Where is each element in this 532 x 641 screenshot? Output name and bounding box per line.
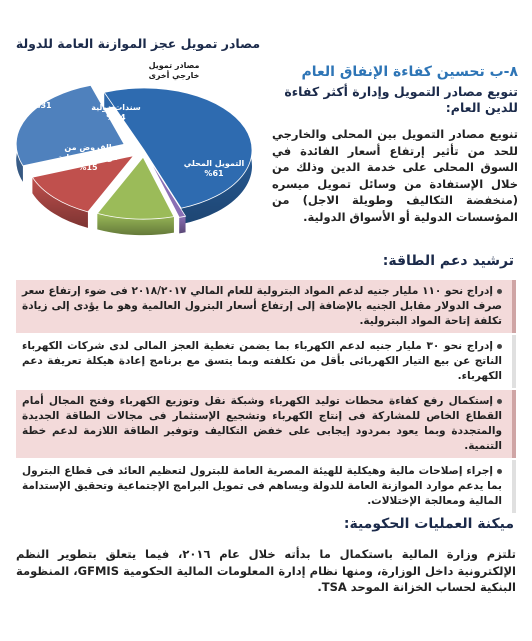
bullet-dot-icon <box>497 399 502 404</box>
bullet-text: إستكمال رفع كفاءة محطات توليد الكهرباء وشبكة نقل وتوزيع الكهرباء وفتح المجال أمام القطاع الخاص للمشاركة فى إنتاج الكهرباء وتشجيع الإستثمار فى مجالات الطاقة الجديدة والمتجددة وبما يعود بمردود إيجابى على خفض التكاليف وتوفير الطاقة اللازمة لدعم خطة التنمية. <box>22 395 502 452</box>
financing-paragraph: تنويع مصادر التمويل بين المحلى والخارجي للحد من تأثير إرتفاع أسعار الفائدة في السوق المحلى على خدمة الدين وذلك من خلال الإستفادة من وسائل تمويل ميسره (منخفضة التكاليف وطويلة الاجل) من المؤسسات الدولية أو الأسواق الدولية. <box>272 127 518 224</box>
pie-slice-label: مصادر تمويل خارجي أخرى <box>148 61 200 80</box>
bullet-text: إدراج نحو ٣٠ مليار جنيه لدعم الكهرباء بما يضمن تغطية العجز المالى لدى شركات الكهرباء الناتج عن بيع التيار الكهربائى بأقل من تكلفته وبما يتسق مع برنامج إعادة هيكلة تعريفة دعم الكهرباء. <box>22 340 502 382</box>
mechanization-paragraph: تلتزم وزارة المالية باستكمال ما بدأته خلال عام ٢٠١٦، فيما يتعلق بتطوير النظم الإلكترونية داخل الوزارة، ومنها نظام إدارة المعلومات المالية الحكومية GFMIS، المنظومة البنكية لحساب الخزانة الموحد TSA. <box>16 547 517 594</box>
section-heading: ٨-ب تحسين كفاءة الإنفاق العام <box>301 64 518 80</box>
pie-slice-label: مصادر تمويل خارجي %31 <box>16 81 68 110</box>
bullet-text: إدراج نحو ١١٠ مليار جنيه لدعم المواد البترولية للعام المالي ٢٠١٨/٢٠١٧ فى ضوء إرتفاع سعر صرف الدولار مقابل الجنيه بالإضافة إلى إرتفاع أسعار البترول العالمية وهو ما يؤدى إلى زيادة تكلفة إتاحة المواد البترولية. <box>22 285 502 327</box>
energy-heading: ترشيد دعم الطاقة: <box>382 253 514 269</box>
bullet-dot-icon <box>497 289 502 294</box>
pie-slice-shade <box>179 216 185 233</box>
bullet-item <box>16 460 516 513</box>
pie-slice-label: التمويل المحلي %61 <box>183 159 245 178</box>
bullet-dot-icon <box>497 469 502 474</box>
chart-title: مصادر تمويل عجز الموازنة العامة للدولة <box>15 36 261 51</box>
pie-slice-label: القروض من مؤسسات دولية %15 <box>57 143 119 172</box>
bullet-text: إجراء إصلاحات مالية وهيكلية للهيئة المصرية العامة للبترول لتعظيم العائد فى قطاع البترول بما يدعم موارد الموازنة العامة للدولة ويساهم فى تمويل البرامج الإجتماعية وتحقيق الإستدامة المالية ومعالجة الإختلالات. <box>22 465 502 507</box>
pie-chart-block <box>4 36 272 272</box>
bullet-dot-icon <box>497 344 502 349</box>
bullet-item <box>16 280 516 333</box>
pie-slice-label: سندات دولية %14 <box>91 103 141 122</box>
pie-chart <box>4 58 272 268</box>
bullet-item <box>16 335 516 388</box>
mechanization-heading: ميكنة العمليات الحكومية: <box>343 516 514 532</box>
energy-bullet-list <box>16 280 516 515</box>
section-subheading: تنويع مصادر التمويل وإدارة أكثر كفاءة للدين العام: <box>284 84 518 115</box>
bullet-item <box>16 390 516 458</box>
